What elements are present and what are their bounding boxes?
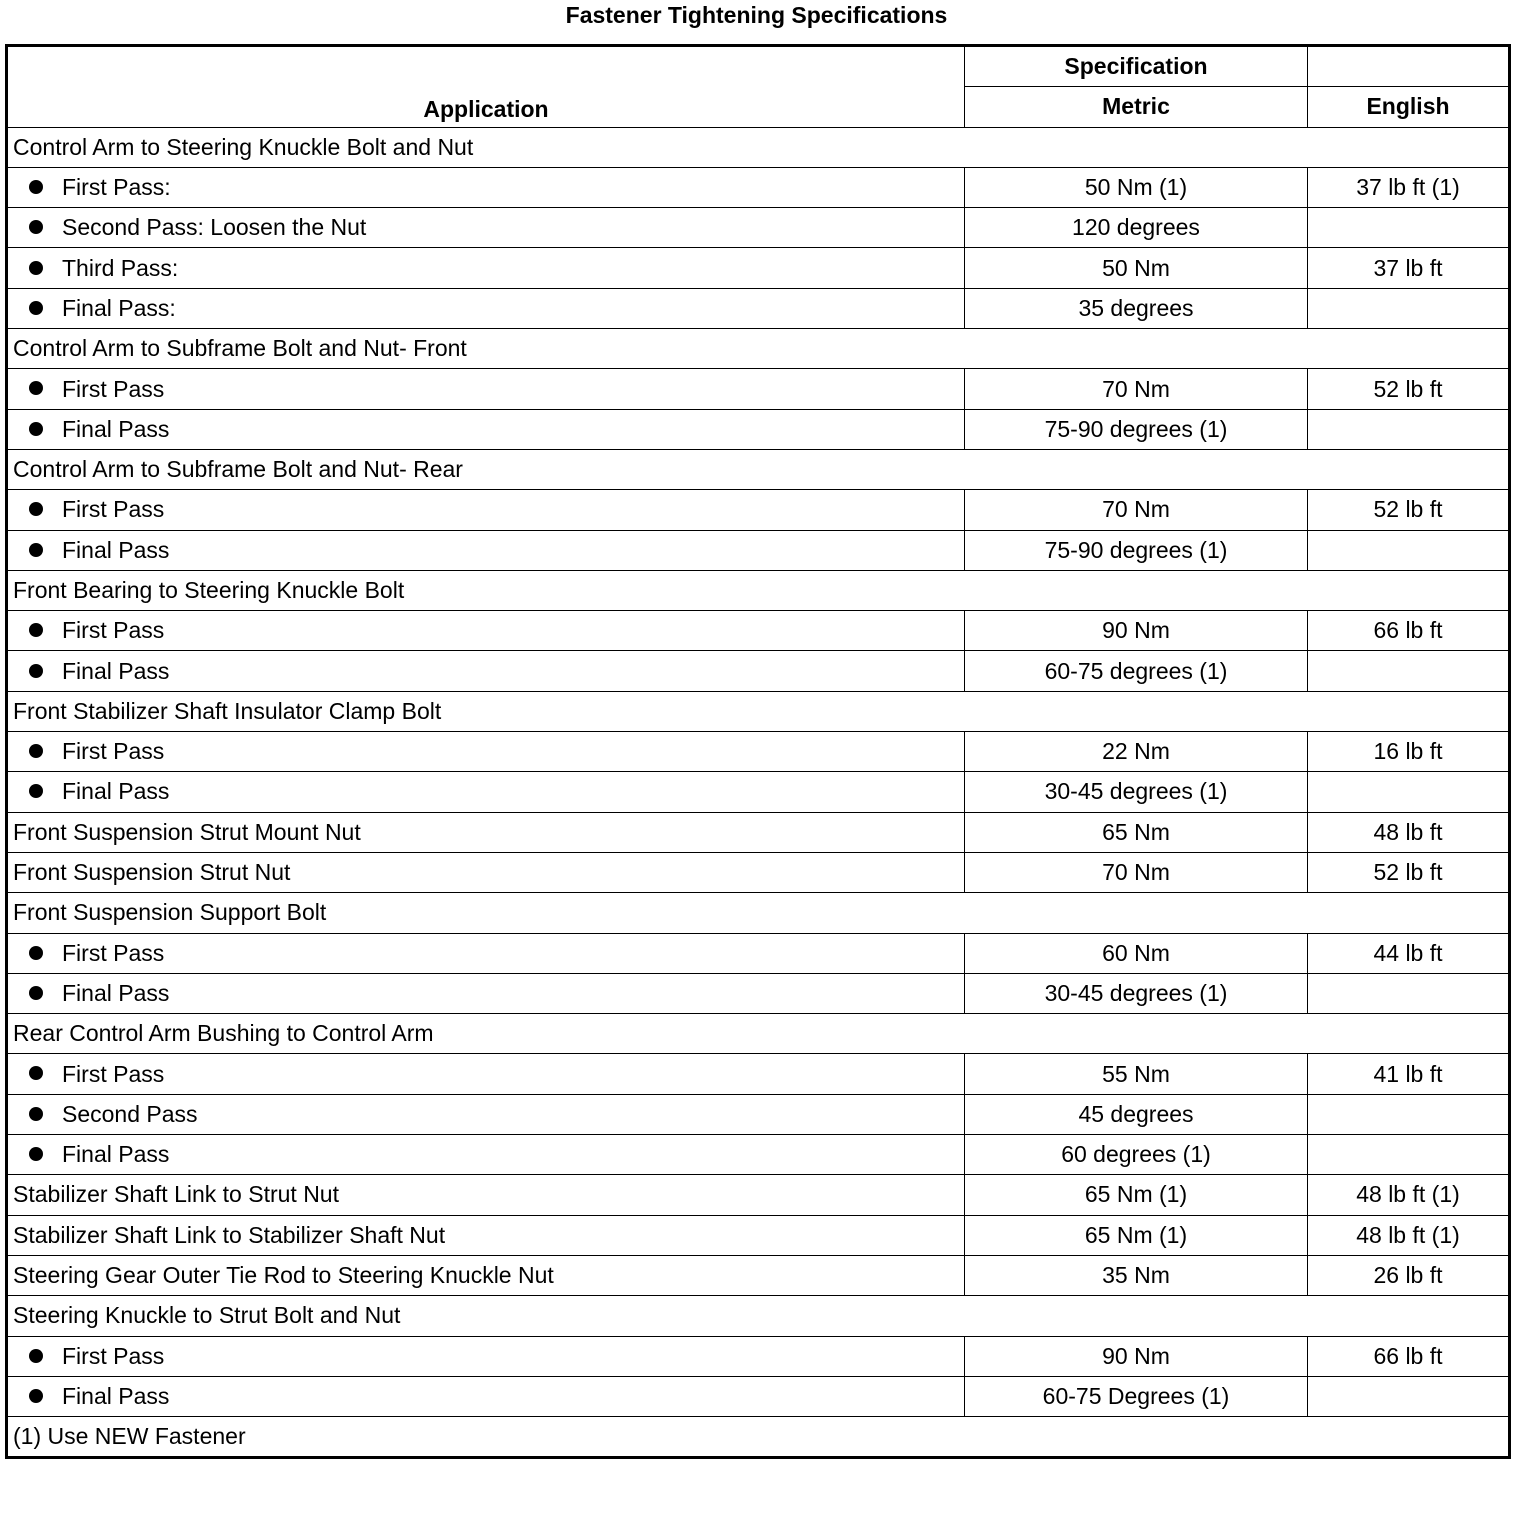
english-value: [1308, 288, 1510, 328]
metric-value: 60-75 Degrees (1): [965, 1376, 1308, 1416]
bullet-icon: [29, 1349, 43, 1363]
bullet-icon: [29, 543, 43, 557]
application-cell: [7, 651, 965, 691]
application-cell: [7, 490, 965, 530]
english-value: [1308, 1376, 1510, 1416]
english-value: 26 lb ft: [1308, 1255, 1510, 1295]
group-heading: Control Arm to Subframe Bolt and Nut- Front: [7, 329, 1510, 369]
table-row: [7, 490, 1510, 530]
bullet-icon: [29, 1389, 43, 1403]
step-label: Final Pass: [62, 1382, 170, 1409]
english-value: 48 lb ft (1): [1308, 1215, 1510, 1255]
metric-value: 75-90 degrees (1): [965, 409, 1308, 449]
metric-value: 35 degrees: [965, 288, 1308, 328]
english-value: 16 lb ft: [1308, 732, 1510, 772]
table-row: [7, 449, 1510, 489]
application-cell: [7, 933, 965, 973]
footnote: (1) Use NEW Fastener: [7, 1417, 1510, 1458]
metric-value: 75-90 degrees (1): [965, 530, 1308, 570]
english-value: [1308, 208, 1510, 248]
table-row: [7, 248, 1510, 288]
bullet-icon: [29, 664, 43, 678]
application-cell: [7, 772, 965, 812]
group-heading: Front Bearing to Steering Knuckle Bolt: [7, 570, 1510, 610]
table-row: [7, 369, 1510, 409]
bullet-icon: [29, 784, 43, 798]
specifications-table-body: [7, 46, 1510, 1458]
table-row: [7, 127, 1510, 167]
table-row: [7, 772, 1510, 812]
table-row: [7, 1135, 1510, 1175]
metric-value: 50 Nm: [965, 248, 1308, 288]
bullet-icon: [29, 986, 43, 1000]
group-heading: Steering Knuckle to Strut Bolt and Nut: [7, 1296, 1510, 1336]
metric-value: 70 Nm: [965, 852, 1308, 892]
table-row: [7, 530, 1510, 570]
english-value: 48 lb ft: [1308, 812, 1510, 852]
step-label: Final Pass: [62, 657, 170, 684]
table-row: [7, 973, 1510, 1013]
metric-value: 55 Nm: [965, 1054, 1308, 1094]
step-label: First Pass: [62, 375, 165, 402]
application-cell: [7, 611, 965, 651]
table-row: [7, 651, 1510, 691]
table-row: [7, 893, 1510, 933]
group-heading: Front Stabilizer Shaft Insulator Clamp Bolt: [7, 691, 1510, 731]
application-cell: Stabilizer Shaft Link to Strut Nut: [7, 1175, 965, 1215]
metric-value: 65 Nm (1): [965, 1215, 1308, 1255]
header-row-top: [7, 46, 1510, 87]
column-header-english: English: [1308, 87, 1510, 127]
group-heading: Control Arm to Subframe Bolt and Nut- Rear: [7, 449, 1510, 489]
step-label: First Pass: [62, 617, 165, 644]
bullet-icon: [29, 1066, 43, 1080]
english-value: 44 lb ft: [1308, 933, 1510, 973]
english-value: 48 lb ft (1): [1308, 1175, 1510, 1215]
footnote-row: [7, 1417, 1510, 1458]
application-cell: Front Suspension Strut Nut: [7, 852, 965, 892]
table-row: [7, 409, 1510, 449]
metric-value: 30-45 degrees (1): [965, 772, 1308, 812]
english-value: 66 lb ft: [1308, 1336, 1510, 1376]
bullet-icon: [29, 301, 43, 315]
step-label: Final Pass: [62, 778, 170, 805]
english-value: 52 lb ft: [1308, 490, 1510, 530]
step-label: First Pass: [62, 496, 165, 523]
column-header-metric: Metric: [965, 87, 1308, 127]
table-row: [7, 691, 1510, 731]
metric-value: 70 Nm: [965, 490, 1308, 530]
english-value: 52 lb ft: [1308, 852, 1510, 892]
application-cell: [7, 1336, 965, 1376]
table-row: [7, 1255, 1510, 1295]
table-row: [7, 1376, 1510, 1416]
table-row: [7, 852, 1510, 892]
bullet-icon: [29, 1107, 43, 1121]
english-value: 52 lb ft: [1308, 369, 1510, 409]
english-value: 37 lb ft: [1308, 248, 1510, 288]
application-cell: [7, 248, 965, 288]
application-cell: Steering Gear Outer Tie Rod to Steering Knuckle Nut: [7, 1255, 965, 1295]
step-label: First Pass: [62, 939, 165, 966]
step-label: Final Pass: [62, 1141, 170, 1168]
step-label: Final Pass: [62, 536, 170, 563]
step-label: Second Pass: Loosen the Nut: [62, 214, 367, 241]
bullet-icon: [29, 623, 43, 637]
metric-value: 60 Nm: [965, 933, 1308, 973]
application-cell: [7, 288, 965, 328]
english-value: [1308, 1135, 1510, 1175]
table-row: [7, 1054, 1510, 1094]
metric-value: 70 Nm: [965, 369, 1308, 409]
page-title: Fastener Tightening Specifications: [565, 2, 948, 28]
bullet-icon: [29, 220, 43, 234]
bullet-icon: [29, 1147, 43, 1161]
table-row: [7, 329, 1510, 369]
table-row: [7, 1014, 1510, 1054]
english-value: [1308, 651, 1510, 691]
table-row: [7, 1175, 1510, 1215]
application-cell: Stabilizer Shaft Link to Stabilizer Shaft Nut: [7, 1215, 965, 1255]
column-header-blank: [1308, 46, 1510, 87]
table-row: [7, 288, 1510, 328]
metric-value: 90 Nm: [965, 611, 1308, 651]
table-row: [7, 732, 1510, 772]
english-value: [1308, 772, 1510, 812]
application-cell: [7, 1054, 965, 1094]
step-label: Third Pass:: [62, 254, 179, 281]
english-value: [1308, 409, 1510, 449]
table-row: [7, 1215, 1510, 1255]
bullet-icon: [29, 261, 43, 275]
step-label: First Pass:: [62, 174, 171, 201]
application-cell: [7, 530, 965, 570]
bullet-icon: [29, 381, 43, 395]
step-label: First Pass: [62, 1060, 165, 1087]
bullet-icon: [29, 946, 43, 960]
metric-value: 30-45 degrees (1): [965, 973, 1308, 1013]
bullet-icon: [29, 744, 43, 758]
step-label: Second Pass: [62, 1100, 198, 1127]
step-label: Final Pass:: [62, 294, 176, 321]
metric-value: 90 Nm: [965, 1336, 1308, 1376]
bullet-icon: [29, 180, 43, 194]
metric-value: 22 Nm: [965, 732, 1308, 772]
table-row: [7, 1094, 1510, 1134]
application-cell: [7, 1135, 965, 1175]
column-header-specification: Specification: [965, 46, 1308, 87]
application-cell: [7, 167, 965, 207]
table-row: [7, 933, 1510, 973]
english-value: [1308, 1094, 1510, 1134]
metric-value: 60-75 degrees (1): [965, 651, 1308, 691]
metric-value: 50 Nm (1): [965, 167, 1308, 207]
specifications-table: [5, 44, 1511, 1459]
column-header-application: Application: [7, 46, 965, 128]
table-row: [7, 167, 1510, 207]
metric-value: 120 degrees: [965, 208, 1308, 248]
application-cell: [7, 208, 965, 248]
application-cell: Front Suspension Strut Mount Nut: [7, 812, 965, 852]
metric-value: 35 Nm: [965, 1255, 1308, 1295]
metric-value: 65 Nm (1): [965, 1175, 1308, 1215]
application-cell: [7, 409, 965, 449]
application-cell: [7, 732, 965, 772]
english-value: 41 lb ft: [1308, 1054, 1510, 1094]
application-cell: [7, 1376, 965, 1416]
table-row: [7, 812, 1510, 852]
group-heading: Control Arm to Steering Knuckle Bolt and Nut: [7, 127, 1510, 167]
table-row: [7, 1296, 1510, 1336]
application-cell: [7, 1094, 965, 1134]
metric-value: 60 degrees (1): [965, 1135, 1308, 1175]
english-value: [1308, 973, 1510, 1013]
table-row: [7, 208, 1510, 248]
table-row: [7, 611, 1510, 651]
bullet-icon: [29, 422, 43, 436]
english-value: 37 lb ft (1): [1308, 167, 1510, 207]
step-label: First Pass: [62, 738, 165, 765]
bullet-icon: [29, 502, 43, 516]
application-cell: [7, 369, 965, 409]
step-label: Final Pass: [62, 979, 170, 1006]
english-value: [1308, 530, 1510, 570]
group-heading: Front Suspension Support Bolt: [7, 893, 1510, 933]
group-heading: Rear Control Arm Bushing to Control Arm: [7, 1014, 1510, 1054]
step-label: Final Pass: [62, 415, 170, 442]
metric-value: 45 degrees: [965, 1094, 1308, 1134]
metric-value: 65 Nm: [965, 812, 1308, 852]
table-row: [7, 1336, 1510, 1376]
english-value: 66 lb ft: [1308, 611, 1510, 651]
application-cell: [7, 973, 965, 1013]
step-label: First Pass: [62, 1342, 165, 1369]
table-row: [7, 570, 1510, 610]
